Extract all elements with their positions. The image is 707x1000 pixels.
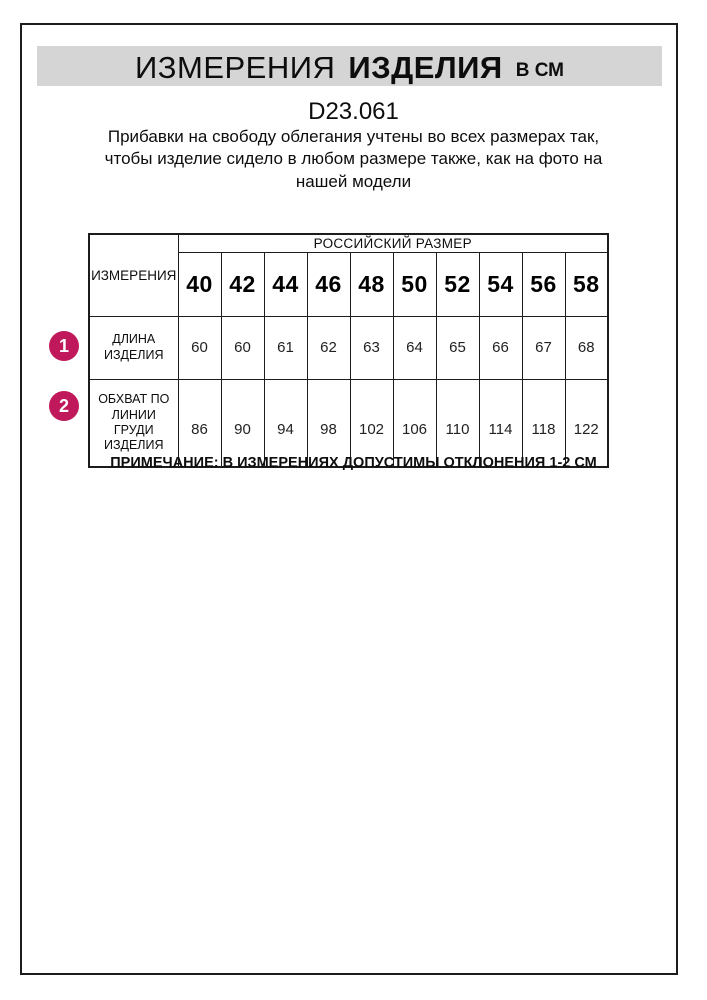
value-cell: 67 <box>522 316 565 379</box>
value-cell: 65 <box>436 316 479 379</box>
size-header-cell: 44 <box>264 252 307 316</box>
note-text: ПРИМЕЧАНИЕ: В ИЗМЕРЕНИЯХ ДОПУСТИМЫ ОТКЛОНЕНИЯ 1-2 СМ <box>110 455 597 471</box>
table-row-chest <box>89 379 608 467</box>
table-group-header-row <box>89 234 608 252</box>
value-cell: 102 <box>350 379 393 467</box>
row-label-text: ОБХВАТ ПО ЛИНИИ ГРУДИ ИЗДЕЛИЯ <box>98 392 170 452</box>
measurements-table <box>88 233 609 468</box>
value-cell: 98 <box>307 379 350 467</box>
value-cell: 66 <box>479 316 522 379</box>
size-header-cell: 54 <box>479 252 522 316</box>
size-header-cell: 48 <box>350 252 393 316</box>
size-header-cell: 56 <box>522 252 565 316</box>
title-bar <box>37 46 662 86</box>
page-title-unit: В СМ <box>515 59 564 81</box>
size-header-cell: 46 <box>307 252 350 316</box>
size-header-cell: 58 <box>565 252 608 316</box>
product-code: D23.061 <box>308 98 399 125</box>
value-cell: 94 <box>264 379 307 467</box>
value-cell: 60 <box>178 316 221 379</box>
row-label-chest <box>89 379 178 467</box>
size-header-cell: 52 <box>436 252 479 316</box>
value-cell: 122 <box>565 379 608 467</box>
value-cell: 68 <box>565 316 608 379</box>
value-cell: 64 <box>393 316 436 379</box>
row-marker-1: 1 <box>49 331 79 361</box>
size-header-cell: 42 <box>221 252 264 316</box>
row-label-length <box>89 316 178 379</box>
corner-header-cell: ИЗМЕРЕНИЯ <box>89 234 178 316</box>
size-header-cell: 40 <box>178 252 221 316</box>
row-marker-2: 2 <box>49 391 79 421</box>
row-label-text: ДЛИНА ИЗДЕЛИЯ <box>103 332 164 362</box>
table-row-length <box>89 316 608 379</box>
fit-description: Прибавки на свободу облегания учтены во всех размерах так, чтобы изделие сидело в любом размере также, как на фото на нашей модели <box>104 127 603 191</box>
value-cell: 106 <box>393 379 436 467</box>
value-cell: 60 <box>221 316 264 379</box>
value-cell: 61 <box>264 316 307 379</box>
page-title: ИЗМЕРЕНИЯ <box>134 49 336 85</box>
value-cell: 110 <box>436 379 479 467</box>
value-cell: 63 <box>350 316 393 379</box>
value-cell: 114 <box>479 379 522 467</box>
value-cell: 90 <box>221 379 264 467</box>
size-header-cell: 50 <box>393 252 436 316</box>
value-cell: 118 <box>522 379 565 467</box>
value-cell: 86 <box>178 379 221 467</box>
page-title-product: ИЗДЕЛИЯ <box>348 49 503 85</box>
group-header-cell: РОССИЙСКИЙ РАЗМЕР <box>178 234 608 252</box>
value-cell: 62 <box>307 316 350 379</box>
